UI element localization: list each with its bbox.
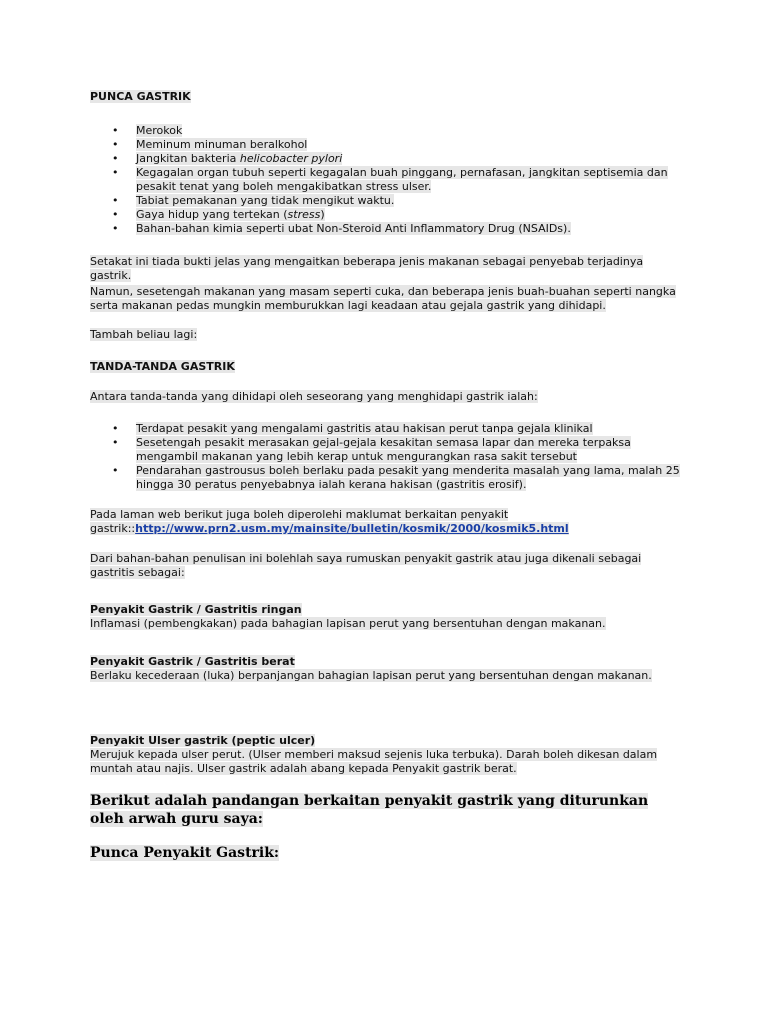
- list-item-text: Tabiat pemakanan yang tidak mengikut waktu.: [136, 194, 395, 207]
- list-item: [90, 194, 680, 208]
- list-item: [90, 436, 680, 464]
- section-text: Inflamasi (pembengkakan) pada bahagian lapisan perut yang bersentuhan dengan makanan.: [90, 617, 606, 630]
- heading-tanda-gastrik: [90, 360, 680, 374]
- section-gastritis-ringan: [90, 603, 680, 631]
- paragraph-namun: [90, 285, 680, 313]
- paragraph-text: Dari bahan-bahan penulisan ini bolehlah saya rumuskan penyakit gastrik atau juga dikenali sebagai gastritis sebagai:: [90, 552, 642, 579]
- paragraph-text: Tambah beliau lagi:: [90, 328, 198, 341]
- list-item: [90, 208, 680, 222]
- list-item-text: Pendarahan gastrousus boleh berlaku pada pesakit yang menderita masalah yang lama, malah 25 hingga 30 peratus penyebabnya ialah kerana hakisan (gastritis erosif).: [136, 464, 680, 491]
- paragraph-bukti: [90, 255, 680, 283]
- section-ulser-gastrik: [90, 734, 680, 776]
- bullet-icon: •: [112, 138, 119, 151]
- bullet-icon: •: [112, 166, 119, 179]
- list-item: [90, 138, 680, 152]
- kosmik-link[interactable]: http://www.prn2.usm.my/mainsite/bulletin/kosmik/2000/kosmik5.html: [135, 522, 569, 535]
- list-item-text: Kegagalan organ tubuh seperti kegagalan buah pinggang, pernafasan, jangkitan septisemia dan pesakit tenat yang boleh mengakibatkan stress ulser.: [136, 166, 668, 193]
- list-item-text: Meminum minuman beralkohol: [136, 138, 308, 151]
- list-item-text: Merokok: [136, 124, 183, 137]
- list-item: [90, 124, 680, 138]
- bullet-icon: •: [112, 436, 119, 449]
- list-item-text: Terdapat pesakit yang mengalami gastritis atau hakisan perut tanpa gejala klinikal: [136, 422, 593, 435]
- heading-text: PUNCA GASTRIK: [90, 90, 191, 103]
- list-item: [90, 422, 680, 436]
- list-item-text: [136, 152, 342, 165]
- paragraph-text: Namun, sesetengah makanan yang masam seperti cuka, dan beberapa jenis buah-buahan seperti nangka serta makanan pedas mungkin memburukkan lagi keadaan atau gejala gastrik yang dihidapi.: [90, 285, 676, 312]
- list-item-text-italic: helicobacter pylori: [239, 152, 343, 165]
- section-gastritis-berat: [90, 655, 680, 683]
- paragraph-rumus: [90, 552, 680, 580]
- list-item: [90, 152, 680, 166]
- list-item-text: Bahan-bahan kimia seperti ubat Non-Steroid Anti Inflammatory Drug (NSAIDs).: [136, 222, 571, 235]
- heading-punca-penyakit: [90, 844, 680, 862]
- paragraph-tanda-intro: [90, 390, 680, 404]
- list-item: [90, 464, 680, 492]
- section-title: Penyakit Gastrik / Gastritis berat: [90, 655, 295, 668]
- bullet-icon: •: [112, 422, 119, 435]
- heading-text: Berikut adalah pandangan berkaitan penyakit gastrik yang diturunkan oleh arwah guru saya:: [90, 793, 649, 827]
- list-item: [90, 166, 680, 194]
- paragraph-text: Setakat ini tiada bukti jelas yang mengaitkan beberapa jenis makanan sebagai penyebab terjadinya gastrik.: [90, 255, 644, 282]
- list-item-text-plain: Gaya hidup yang tertekan (: [136, 208, 288, 221]
- paragraph-text: Antara tanda-tanda yang dihidapi oleh seseorang yang menghidapi gastrik ialah:: [90, 390, 538, 403]
- paragraph-text: Pada laman web berikut juga boleh diperolehi maklumat berkaitan penyakit: [90, 508, 509, 521]
- paragraph-tambah: [90, 328, 680, 342]
- heading-pandangan: [90, 792, 680, 828]
- link-line: [90, 522, 569, 535]
- section-title: Penyakit Ulser gastrik (peptic ulcer): [90, 734, 316, 747]
- list-item-text-suffix: ): [320, 208, 325, 221]
- punca-list: [90, 124, 680, 236]
- bullet-icon: •: [112, 152, 119, 165]
- bullet-icon: •: [112, 194, 119, 207]
- bullet-icon: •: [112, 464, 119, 477]
- heading-text: TANDA-TANDA GASTRIK: [90, 360, 235, 373]
- section-title: Penyakit Gastrik / Gastritis ringan: [90, 603, 302, 616]
- tanda-list: [90, 422, 680, 492]
- paragraph-laman-web: [90, 508, 680, 536]
- bullet-icon: •: [112, 124, 119, 137]
- heading-text: Punca Penyakit Gastrik:: [90, 845, 280, 861]
- list-item-text-plain: Jangkitan bakteria: [136, 152, 240, 165]
- section-text: Merujuk kepada ulser perut. (Ulser memberi maksud sejenis luka terbuka). Darah boleh dikesan dalam muntah atau najis. Ulser gastrik adalah abang kepada Penyakit gastrik berat.: [90, 748, 658, 775]
- list-item: [90, 222, 680, 236]
- list-item-text-italic: stress: [287, 208, 321, 221]
- section-text: Berlaku kecederaan (luka) berpanjangan bahagian lapisan perut yang bersentuhan dengan makanan.: [90, 669, 652, 682]
- list-item-text: Sesetengah pesakit merasakan gejal-gejala kesakitan semasa lapar dan mereka terpaksa mengambil makanan yang lebih kerap untuk mengurangkan rasa sakit tersebut: [136, 436, 631, 463]
- heading-punca-gastrik: [90, 90, 680, 104]
- bullet-icon: •: [112, 222, 119, 235]
- bullet-icon: •: [112, 208, 119, 221]
- link-prefix: gastrik::: [90, 522, 136, 535]
- list-item-text: [136, 208, 325, 221]
